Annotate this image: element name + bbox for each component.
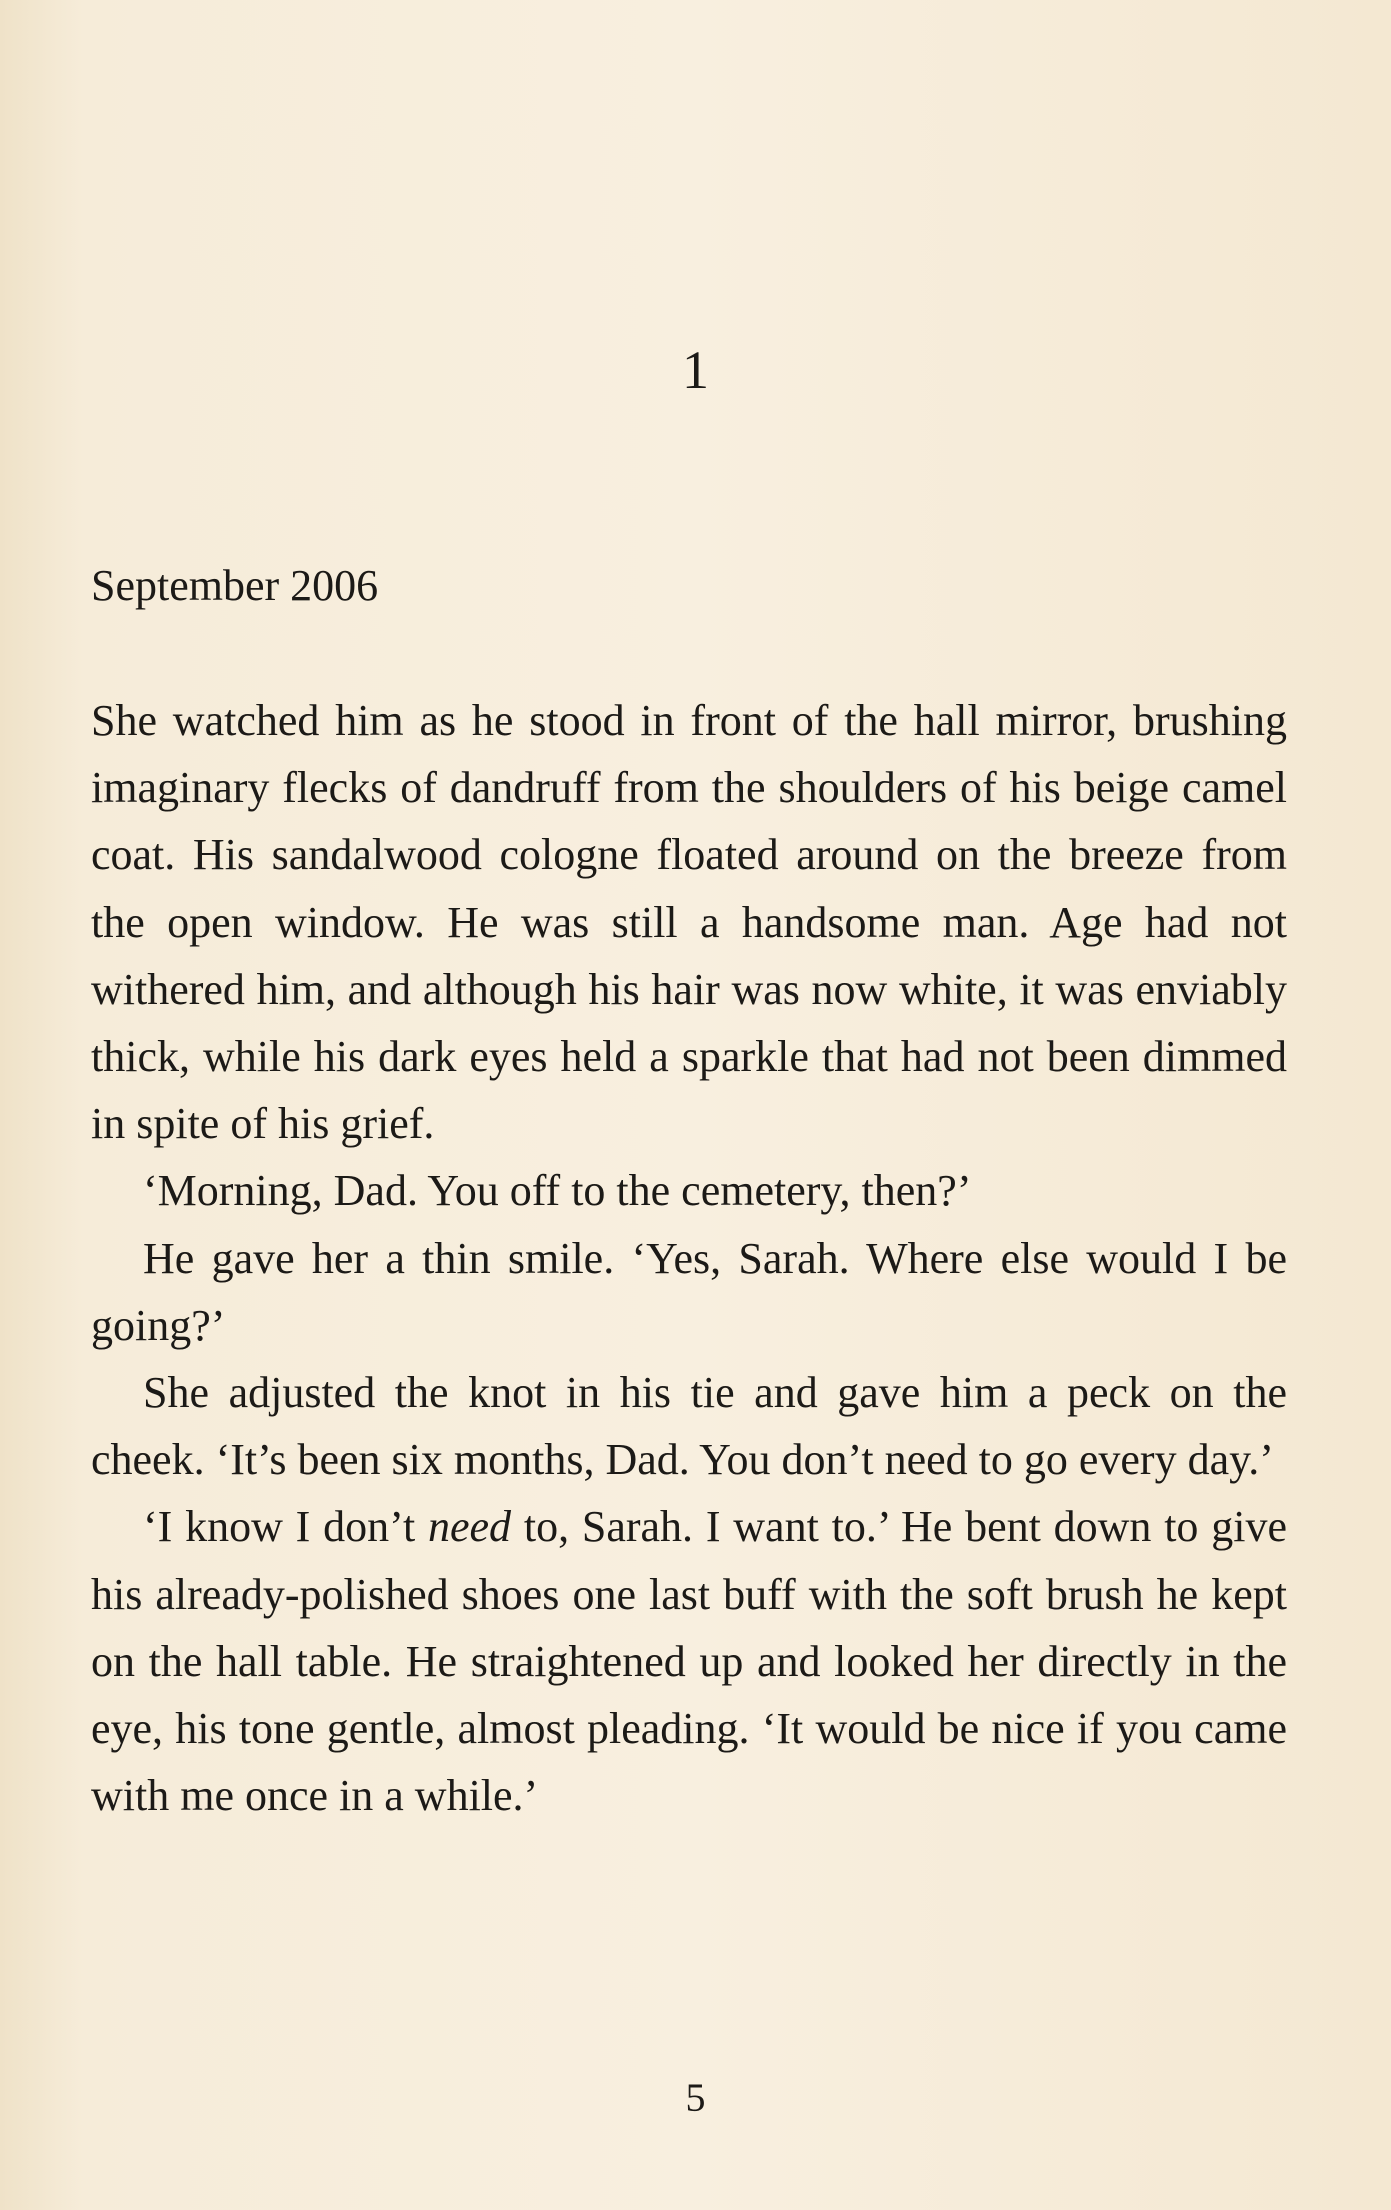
body-text bbox=[91, 687, 1287, 1829]
chapter-number: 1 bbox=[682, 340, 709, 400]
chapter-dateline: September 2006 bbox=[91, 561, 379, 610]
page-number: 5 bbox=[685, 2075, 706, 2120]
paragraph-text: ‘I know I don’t bbox=[143, 1502, 428, 1552]
paragraph: He gave her a thin smile. ‘Yes, Sarah. Where else would I be going?’ bbox=[91, 1233, 1287, 1350]
paragraph: ‘Morning, Dad. You off to the cemetery, then?’ bbox=[143, 1166, 972, 1216]
paragraph bbox=[91, 1493, 1287, 1829]
paragraph: She adjusted the knot in his tie and gave him a peck on the cheek. ‘It’s been six months, Dad. You don’t need to go every day.’ bbox=[91, 1368, 1287, 1485]
paragraph: She watched him as he stood in front of the hall mirror, brushing imaginary flecks of dandruff from the shoulders of his beige camel coat. His sandalwood cologne floated around on the breeze from the open window. He was still a handsome man. Age had not withered him, and although his hair was now white, it was enviably thick, while his dark eyes held a sparkle that had not been dimmed in spite of his grief. bbox=[91, 696, 1287, 1149]
emphasized-word: need bbox=[427, 1502, 512, 1552]
paragraph-text: to, Sarah. I want to.’ He bent down to give his already-polished shoes one last buff with the soft brush he kept on the hall table. He straightened up and looked her directly in the eye, his tone gentle, almost pleading. ‘It would be nice if you came with me once in a while.’ bbox=[91, 1502, 1287, 1821]
